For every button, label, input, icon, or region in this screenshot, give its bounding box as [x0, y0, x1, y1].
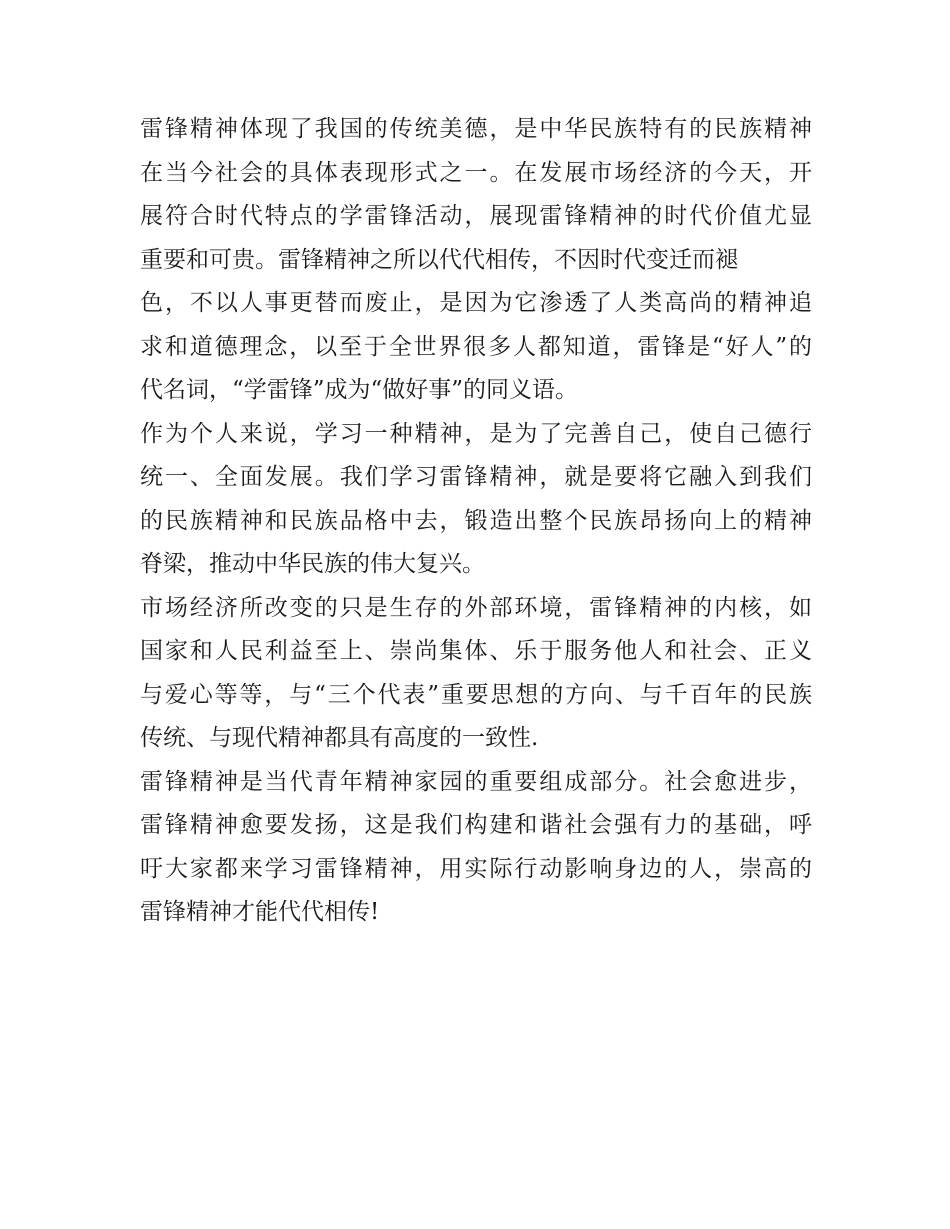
document-body	[140, 108, 812, 935]
paragraph-3	[140, 587, 812, 761]
text-line: 的民族精神和民族品格中去，锻造出整个民族昂扬向上的精神	[140, 507, 812, 534]
text-line: 在当今社会的具体表现形式之一。在发展市场经济的今天，开	[140, 159, 812, 186]
text-line: 雷锋精神才能代代相传!	[140, 899, 380, 925]
paragraph-1	[140, 108, 812, 413]
text-line: 求和道德理念，以至于全世界很多人都知道，雷锋是“好人”的	[140, 333, 812, 360]
text-line: 展符合时代特点的学雷锋活动，展现雷锋精神的时代价值尤显	[140, 203, 812, 229]
paragraph-2	[140, 413, 812, 587]
text-line: 雷锋精神愈要发扬，这是我们构建和谐社会强有力的基础，呼	[140, 812, 812, 838]
text-line: 代名词，“学雷锋”成为“做好事”的同义语。	[140, 377, 579, 403]
text-line: 脊梁，推动中华民族的伟大复兴。	[140, 551, 485, 577]
text-line: 作为个人来说，学习一种精神，是为了完善自己，使自己德行	[140, 420, 812, 447]
text-line: 市场经济所改变的只是生存的外部环境，雷锋精神的内核，如	[140, 594, 812, 621]
text-line: 传统、与现代精神都具有高度的一致性.	[140, 725, 539, 751]
text-line: 国家和人民利益至上、崇尚集体、乐于服务他人和社会、正义	[140, 638, 812, 664]
text-line: 雷锋精神是当代青年精神家园的重要组成部分。社会愈进步，	[140, 768, 812, 795]
text-line: 统一、全面发展。我们学习雷锋精神，就是要将它融入到我们	[140, 464, 812, 490]
text-line: 雷锋精神体现了我国的传统美德，是中华民族特有的民族精神	[140, 116, 812, 142]
text-line: 色，不以人事更替而废止，是因为它渗透了人类高尚的精神追	[140, 290, 812, 316]
text-line: 吁大家都来学习雷锋精神，用实际行动影响身边的人，崇高的	[140, 855, 812, 882]
text-line: 重要和可贵。雷锋精神之所以代代相传，不因时代变迁而褪	[140, 246, 738, 273]
paragraph-4	[140, 761, 812, 935]
text-line: 与爱心等等，与“三个代表”重要思想的方向、与千百年的民族	[140, 681, 812, 708]
